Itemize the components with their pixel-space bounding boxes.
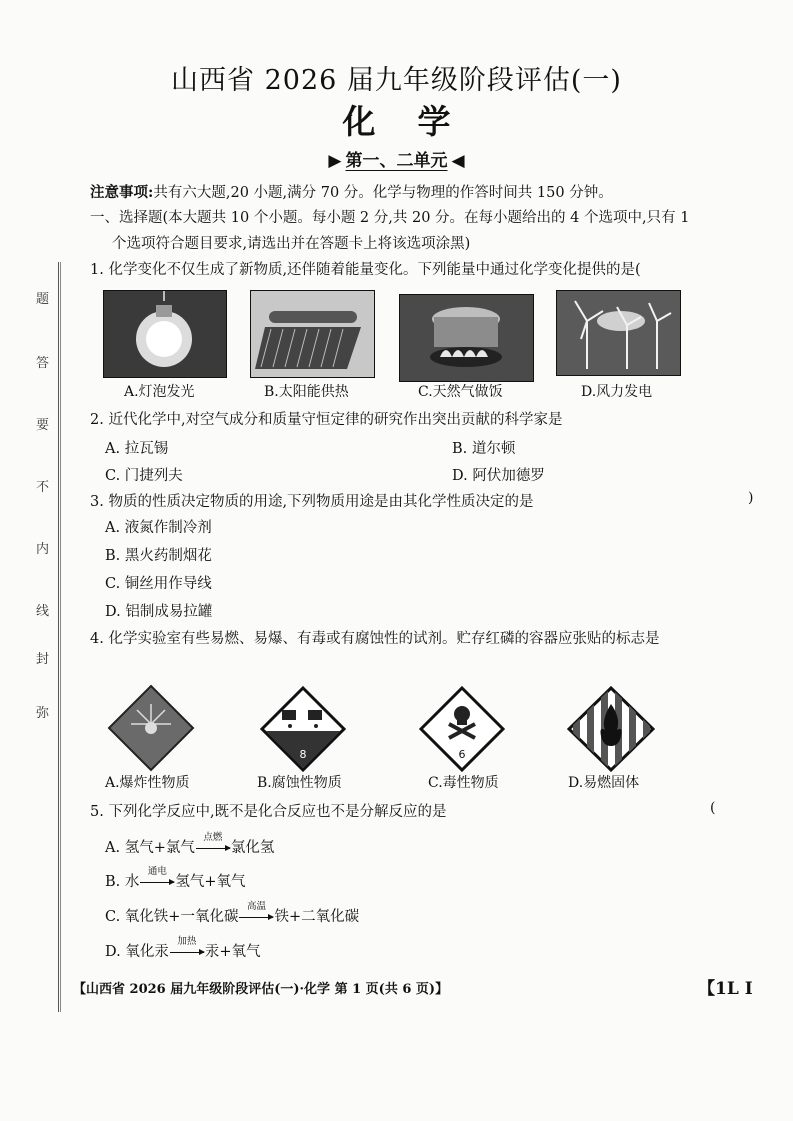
q5-reactants: 氧化铁+一氧化碳 — [124, 909, 239, 925]
page-footer: 【山西省 2026 届九年级阶段评估(一)·化学 第 1 页(共 6 页)】 — [73, 982, 449, 997]
wind-turbine-photo — [556, 290, 681, 376]
q5-option-b — [105, 866, 246, 891]
q5-option-letter: B. — [105, 874, 121, 890]
subject-title: 化学 — [342, 102, 493, 141]
q5-reactants: 氧化汞 — [125, 944, 169, 960]
q5-option-letter: C. — [105, 909, 121, 925]
reaction-condition: 点燃 — [203, 832, 223, 843]
q4-option-d: D.易燃固体 — [568, 775, 640, 791]
q5-answer-paren: ( — [710, 800, 716, 816]
binding-line — [58, 262, 59, 1012]
corrosive-sign-number: 8 — [299, 748, 307, 761]
q5-option-letter: D. — [105, 944, 121, 960]
q2-option-b: B. 道尔顿 — [452, 441, 516, 457]
q5-products: 汞+氧气 — [204, 944, 261, 960]
margin-char: 弥 — [36, 706, 50, 721]
exam-title: 山西省 2026 届九年级阶段评估(一) — [171, 65, 622, 96]
section-heading-cont: 个选项符合题目要求,请选出并在答题卡上将该选项涂黑) — [112, 236, 471, 252]
q5-option-c — [105, 901, 360, 926]
q1-option-b: B.太阳能供热 — [264, 384, 349, 400]
margin-char: 封 — [36, 652, 50, 667]
arrow-icon — [140, 882, 174, 883]
question-4-stem: 4. 化学实验室有些易燃、易爆、有毒或有腐蚀性的试剂。贮存红磷的容器应张贴的标志是 — [90, 631, 660, 647]
q5-reactants: 水 — [124, 874, 140, 890]
question-3-stem: 3. 物质的性质决定物质的用途,下列物质用途是由其化学性质决定的是 — [90, 494, 534, 510]
notice-label: 注意事项: — [90, 184, 154, 201]
q3-option-d: D. 铝制成易拉罐 — [105, 604, 213, 620]
toxic-sign-icon — [419, 686, 505, 772]
margin-char: 要 — [36, 418, 50, 433]
explosive-sign-icon — [107, 684, 195, 772]
q3-option-b: B. 黑火药制烟花 — [105, 548, 212, 564]
unit-text: 第一、二单元 — [345, 151, 448, 171]
solar-heater-photo — [250, 290, 375, 378]
notice-text: 共有六大题,20 小题,满分 70 分。化学与物理的作答时间共 150 分钟。 — [153, 185, 613, 201]
q5-products: 氯化氢 — [230, 840, 275, 856]
corrosive-sign-icon — [260, 686, 346, 772]
q1-option-a: A.灯泡发光 — [124, 384, 195, 400]
binding-line-inner — [60, 262, 61, 1012]
q2-option-c: C. 门捷列夫 — [105, 468, 183, 484]
reaction-arrow — [140, 866, 174, 890]
arrow-icon — [239, 917, 273, 918]
q3-option-c: C. 铜丝用作导线 — [105, 576, 212, 592]
arrow-icon — [196, 848, 230, 849]
q3-answer-paren: ) — [748, 490, 754, 506]
q5-products: 氢气+氧气 — [175, 874, 246, 890]
flammable-solid-sign-icon — [567, 686, 655, 772]
q5-products: 铁+二氧化碳 — [274, 909, 360, 925]
question-2-stem: 2. 近代化学中,对空气成分和质量守恒定律的研究作出突出贡献的科学家是 — [90, 412, 563, 428]
question-5-stem: 5. 下列化学反应中,既不是化合反应也不是分解反应的是 — [90, 804, 447, 820]
margin-char: 不 — [36, 480, 50, 495]
section-heading: 一、选择题(本大题共 10 个小题。每小题 2 分,共 20 分。在每小题给出的 4 个选项中,只有 1 — [90, 210, 690, 226]
reaction-condition: 高温 — [246, 901, 266, 912]
q4-option-c: C.毒性物质 — [428, 775, 499, 791]
margin-char: 答 — [36, 356, 50, 371]
paper-code: 【1L I — [698, 979, 753, 999]
q4-option-a: A.爆炸性物质 — [105, 775, 190, 791]
triangle-right-icon: ▶ — [328, 151, 342, 171]
q4-option-b: B.腐蚀性物质 — [257, 775, 342, 791]
margin-char: 线 — [36, 604, 50, 619]
notice — [90, 181, 613, 202]
q5-reactants: 氢气+氯气 — [124, 840, 195, 856]
q1-option-d: D.风力发电 — [581, 384, 653, 400]
margin-char: 题 — [36, 292, 50, 307]
q1-option-c: C.天然气做饭 — [418, 384, 503, 400]
lightbulb-photo — [103, 290, 227, 378]
reaction-arrow — [239, 901, 273, 925]
gas-stove-photo — [399, 294, 534, 382]
q2-option-a: A. 拉瓦锡 — [105, 441, 169, 457]
q5-option-letter: A. — [105, 840, 121, 856]
q5-option-d — [105, 936, 261, 961]
q5-option-a — [105, 832, 275, 857]
unit-label — [0, 146, 793, 171]
reaction-arrow — [196, 832, 230, 856]
question-1-stem: 1. 化学变化不仅生成了新物质,还伴随着能量变化。下列能量中通过化学变化提供的是( — [90, 262, 641, 278]
toxic-sign-number: 6 — [458, 748, 466, 761]
q3-option-a: A. 液氮作制冷剂 — [105, 520, 212, 536]
reaction-condition: 通电 — [147, 866, 167, 877]
q2-option-d: D. 阿伏加德罗 — [452, 468, 545, 484]
reaction-arrow — [170, 936, 204, 960]
margin-char: 内 — [36, 542, 50, 557]
reaction-condition: 加热 — [177, 936, 197, 947]
arrow-icon — [170, 952, 204, 953]
triangle-left-icon: ◀ — [451, 151, 465, 171]
